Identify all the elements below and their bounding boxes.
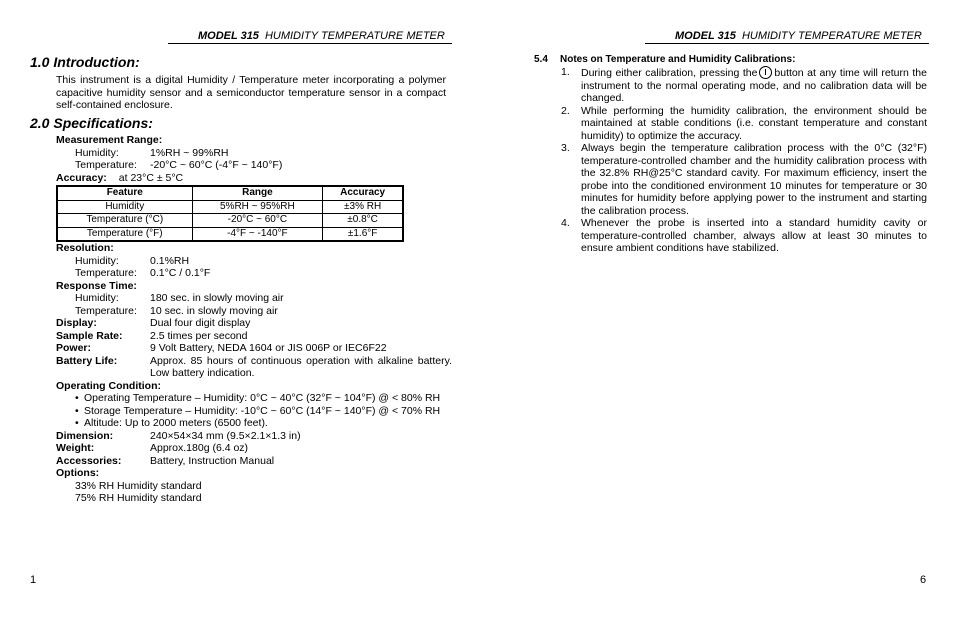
table-row bbox=[57, 227, 403, 241]
dimension-value: 240×54×34 mm (9.5×2.1×1.3 in) bbox=[150, 429, 301, 442]
right-page bbox=[477, 0, 954, 618]
table-cell: ±1.6°F bbox=[323, 227, 403, 241]
spec-key: Humidity: bbox=[75, 292, 119, 304]
list-item-text: Whenever the probe is inserted into a standard humidity cavity or temperature-controlled chamber, always allow at least 30 minutes to ensure ambient conditions have stabilized. bbox=[581, 217, 927, 254]
accessories-value: Battery, Instruction Manual bbox=[150, 454, 275, 467]
display-value: Dual four digit display bbox=[150, 317, 251, 329]
list-item-text: Always begin the temperature calibration process with the 0°C (32°F) temperature-controlled chamber and the humidity calibration process with the 32.8% RH@25°C standard cavity. For maximum efficiency, insert the probe into the conditioned environment 10 minutes for temperature or 30 minutes for humidity before applying power to the instrument and starting the calibration process. bbox=[581, 142, 927, 217]
note-text: During either calibration, pressing the bbox=[581, 67, 758, 79]
page-number: 6 bbox=[920, 574, 927, 586]
list-number: 1. bbox=[561, 66, 570, 78]
resolution-label: Resolution: bbox=[56, 242, 114, 254]
page-header bbox=[168, 30, 452, 44]
spec-value: 180 sec. in slowly moving air bbox=[150, 292, 284, 304]
spec-value: 10 sec. in slowly moving air bbox=[150, 304, 278, 317]
list-number: 3. bbox=[561, 142, 570, 154]
header-title: HUMIDITY TEMPERATURE METER bbox=[741, 30, 922, 42]
header-title: HUMIDITY TEMPERATURE METER bbox=[264, 30, 445, 42]
spec-key: Temperature: bbox=[75, 304, 137, 317]
option-item: 75% RH Humidity standard bbox=[75, 492, 202, 504]
table-header: Accuracy bbox=[323, 186, 403, 200]
list-item-text: Operating Temperature – Humidity: 0°C ~ 40°C (32°F ~ 104°F) @ < 80% RH bbox=[84, 392, 441, 404]
spec-heading: 2.0 Specifications: bbox=[30, 115, 153, 131]
accuracy-label: Accuracy: bbox=[56, 171, 107, 184]
weight-label: Weight: bbox=[56, 442, 95, 454]
accuracy-table bbox=[56, 185, 404, 242]
spec-key: Humidity: bbox=[75, 146, 119, 159]
list-number: 4. bbox=[561, 217, 570, 229]
table-cell: ±3% RH bbox=[323, 200, 403, 214]
table-cell: -20°C ~ 60°C bbox=[192, 214, 323, 228]
list-item bbox=[561, 105, 927, 143]
accuracy-value: at 23°C ± 5°C bbox=[118, 171, 184, 184]
table-cell: Temperature (°C) bbox=[57, 214, 192, 228]
table-cell: 5%RH ~ 95%RH bbox=[192, 200, 323, 214]
notes-list bbox=[561, 66, 927, 255]
weight-value: Approx.180g (6.4 oz) bbox=[150, 442, 249, 454]
accessories-label: Accessories: bbox=[56, 454, 122, 467]
list-item-text bbox=[581, 66, 927, 105]
response-time-label: Response Time: bbox=[56, 279, 137, 292]
table-cell: Temperature (°F) bbox=[57, 227, 192, 241]
spec-key: Humidity: bbox=[75, 254, 119, 267]
battery-life-label: Battery Life: bbox=[56, 354, 118, 367]
intro-heading: 1.0 Introduction: bbox=[30, 54, 140, 70]
spec-value: 0.1%RH bbox=[150, 254, 190, 267]
sample-rate-value: 2.5 times per second bbox=[150, 329, 248, 342]
spec-key: Temperature: bbox=[75, 267, 137, 279]
spec-value: 1%RH ~ 99%RH bbox=[150, 146, 229, 159]
sample-rate-label: Sample Rate: bbox=[56, 329, 123, 342]
option-item: 33% RH Humidity standard bbox=[75, 479, 202, 492]
list-item bbox=[561, 66, 927, 105]
dimension-label: Dimension: bbox=[56, 429, 114, 442]
list-item bbox=[561, 217, 927, 255]
list-item bbox=[75, 392, 452, 405]
spec-value: 0.1°C / 0.1°F bbox=[150, 267, 211, 279]
table-cell: Humidity bbox=[57, 200, 192, 214]
measurement-range-label: Measurement Range: bbox=[56, 134, 163, 146]
section-title bbox=[534, 54, 795, 65]
list-item-text: Altitude: Up to 2000 meters (6500 feet). bbox=[84, 417, 268, 429]
list-number: 2. bbox=[561, 104, 570, 117]
model-label: MODEL 315 bbox=[675, 30, 736, 42]
operating-condition-label: Operating Condition: bbox=[56, 379, 161, 392]
table-row bbox=[57, 200, 403, 214]
list-item bbox=[75, 417, 452, 430]
list-item-text: While performing the humidity calibration, the environment should be maintained at stable conditions (i.e. constant temperature and constant humidity) to optimize the accuracy. bbox=[581, 104, 927, 142]
note-text: button at any time will return the instrument to the normal operating mode, and no calibration data will be changed. bbox=[581, 67, 927, 104]
table-cell: ±0.8°C bbox=[323, 214, 403, 228]
page-number: 1 bbox=[30, 574, 37, 586]
power-value: 9 Volt Battery, NEDA 1604 or JIS 006P or IEC6F22 bbox=[150, 342, 387, 354]
table-header: Range bbox=[192, 186, 323, 200]
list-item bbox=[75, 405, 452, 418]
power-label: Power: bbox=[56, 342, 92, 354]
model-label: MODEL 315 bbox=[198, 30, 259, 42]
spec-value: -20°C ~ 60°C (-4°F ~ 140°F) bbox=[150, 159, 283, 171]
list-item bbox=[561, 142, 927, 217]
table-cell: -4°F ~ -140°F bbox=[192, 227, 323, 241]
display-label: Display: bbox=[56, 317, 97, 329]
table-header: Feature bbox=[57, 186, 192, 200]
section-number: 5.4 bbox=[534, 54, 548, 65]
options-label: Options: bbox=[56, 467, 100, 479]
section-title-text: Notes on Temperature and Humidity Calibrations: bbox=[560, 54, 796, 65]
list-item-text: Storage Temperature – Humidity: -10°C ~ 60°C (14°F ~ 140°F) @ < 70% RH bbox=[84, 404, 441, 417]
spec-details-block bbox=[56, 242, 452, 505]
table-header-row bbox=[57, 186, 403, 200]
battery-life-value: Approx. 85 hours of continuous operation with alkaline battery. Low battery indication. bbox=[150, 354, 452, 379]
measurement-range-block bbox=[56, 134, 452, 184]
page-header bbox=[645, 30, 929, 44]
intro-text: This instrument is a digital Humidity / Temperature meter incorporating a polymer capacitive humidity sensor and a semiconductor temperature sensor in a compact self-contained enclosure. bbox=[56, 74, 446, 111]
table-row bbox=[57, 214, 403, 228]
operating-condition-list bbox=[56, 392, 452, 430]
power-icon bbox=[759, 66, 772, 79]
spec-key: Temperature: bbox=[75, 159, 137, 171]
